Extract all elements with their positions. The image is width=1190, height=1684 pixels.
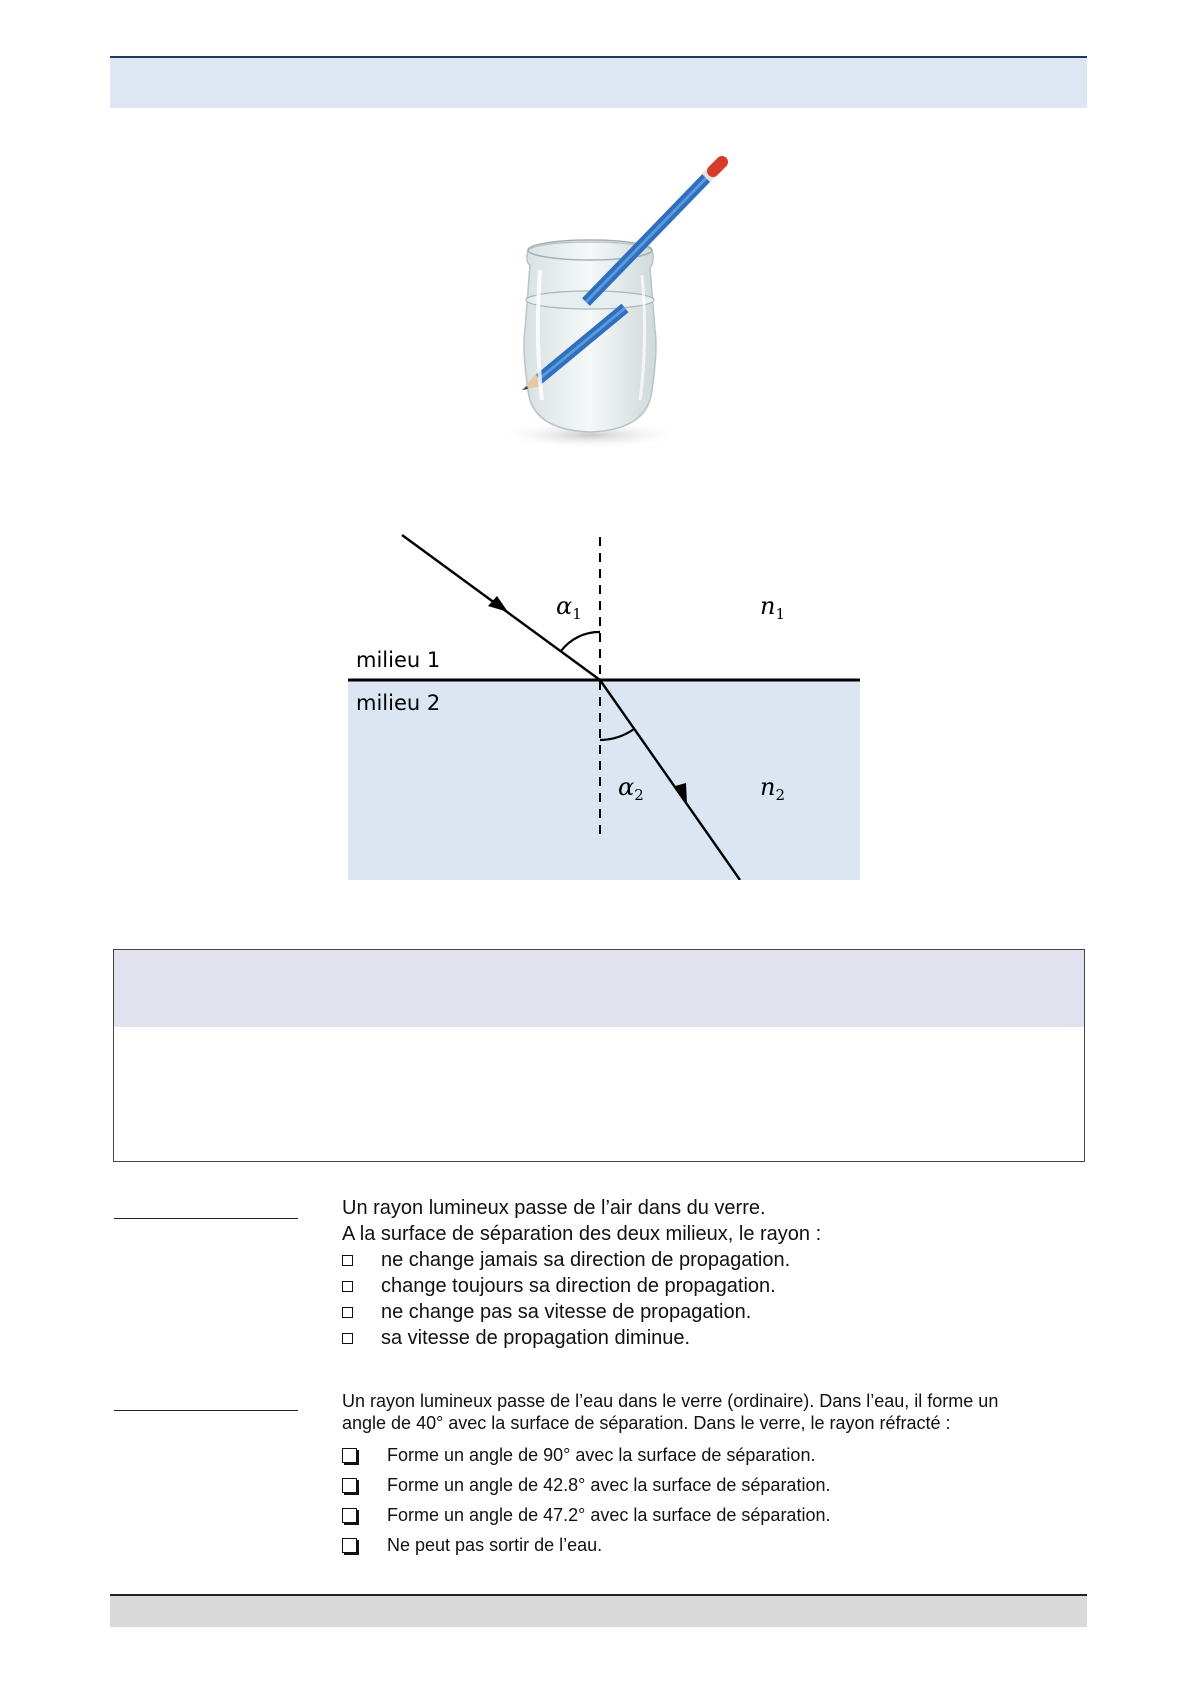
question-2-line-2: angle de 40° avec la surface de séparation. Dans le verre, le rayon réfracté : — [342, 1413, 951, 1433]
n1-label: $n_1$ — [760, 592, 786, 623]
alpha2-label: $\alpha_2$ — [618, 773, 644, 804]
pencil-in-water-photo — [480, 150, 730, 450]
angle-alpha1-arc — [561, 632, 600, 651]
question-2 — [342, 1390, 1087, 1560]
checkbox[interactable] — [342, 1333, 353, 1344]
question-1-label-rule — [114, 1218, 298, 1219]
question-2-option[interactable]: Forme un angle de 42.8° avec la surface de séparation. — [342, 1470, 1087, 1500]
checkbox[interactable] — [342, 1281, 353, 1292]
question-1-option[interactable]: ne change pas sa vitesse de propagation. — [342, 1299, 1102, 1325]
checkbox[interactable] — [342, 1478, 357, 1493]
checkbox[interactable] — [342, 1448, 357, 1463]
refraction-diagram — [340, 520, 860, 880]
info-box — [113, 949, 1085, 1162]
question-2-option[interactable]: Ne peut pas sortir de l’eau. — [342, 1530, 1087, 1560]
question-2-label-rule — [114, 1410, 298, 1411]
info-box-header — [114, 950, 1084, 1027]
alpha1-label: $\alpha_1$ — [556, 592, 582, 623]
question-2-option[interactable]: Forme un angle de 47.2° avec la surface de séparation. — [342, 1500, 1087, 1530]
question-1-option[interactable]: change toujours sa direction de propagation. — [342, 1273, 1102, 1299]
question-2-option[interactable]: Forme un angle de 90° avec la surface de séparation. — [342, 1440, 1087, 1470]
checkbox[interactable] — [342, 1538, 357, 1553]
checkbox[interactable] — [342, 1255, 353, 1266]
checkbox[interactable] — [342, 1307, 353, 1318]
question-1-line-2: A la surface de séparation des deux milieux, le rayon : — [342, 1223, 822, 1245]
medium-1-label: milieu 1 — [356, 648, 441, 672]
checkbox[interactable] — [342, 1508, 357, 1523]
question-2-line-1: Un rayon lumineux passe de l’eau dans le verre (ordinaire). Dans l’eau, il forme un — [342, 1391, 999, 1411]
question-1 — [342, 1195, 1102, 1351]
footer-band — [110, 1594, 1087, 1627]
question-1-line-1: Un rayon lumineux passe de l’air dans du verre. — [342, 1197, 766, 1219]
header-band — [110, 56, 1087, 108]
medium-2-label: milieu 2 — [356, 691, 441, 715]
question-1-option[interactable]: sa vitesse de propagation diminue. — [342, 1325, 1102, 1351]
question-1-option[interactable]: ne change jamais sa direction de propagation. — [342, 1247, 1102, 1273]
incident-arrow-icon — [488, 596, 508, 612]
n2-label: $n_2$ — [760, 773, 786, 804]
